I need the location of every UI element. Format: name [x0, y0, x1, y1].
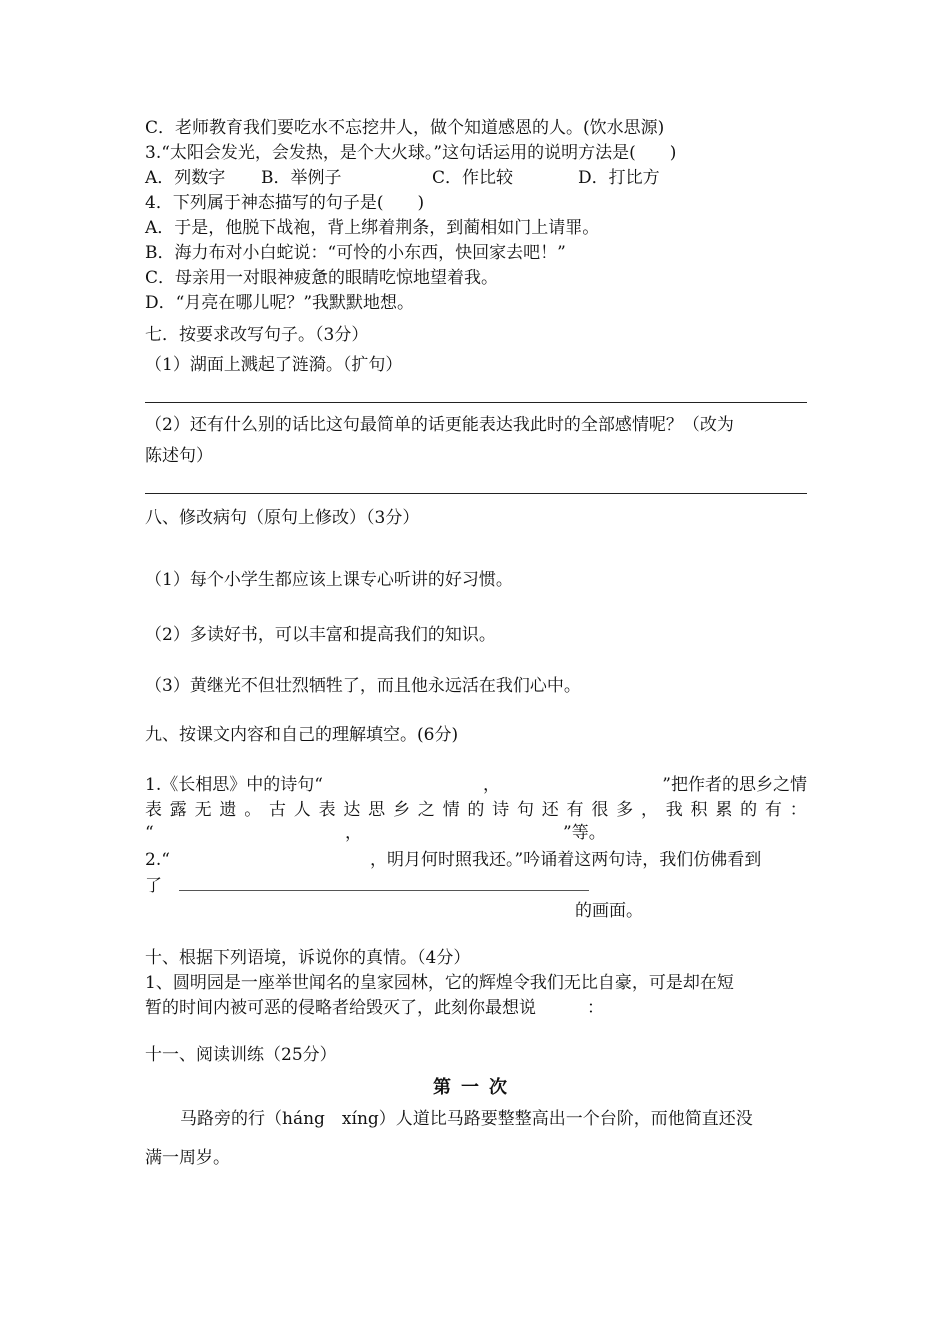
justified-char: 无 — [194, 800, 212, 820]
fill-blank-underline[interactable] — [179, 876, 589, 891]
justified-char: 露 — [169, 800, 187, 820]
answer-line-1[interactable] — [145, 402, 807, 403]
q3-option-c: C．作比较 — [432, 168, 514, 188]
justified-char: 的 — [740, 800, 758, 820]
justified-char: 我 — [665, 800, 683, 820]
section-7-heading: 七．按要求改写句子。（3分） — [145, 325, 369, 345]
justified-char: 之 — [417, 800, 435, 820]
justified-char: 多 — [616, 800, 634, 820]
section-9-line-2 — [145, 800, 807, 820]
line3-open-quote: “ — [145, 823, 154, 843]
section-9-line-4 — [145, 850, 807, 870]
q4-option-d: D．“月亮在哪儿呢？”我默默地想。 — [145, 293, 415, 313]
section-7-sentence-2-cont: 陈述句） — [145, 446, 213, 466]
question-3: 3.“太阳会发光，会发热，是个大火球。”这句话运用的说明方法是( ) — [145, 143, 677, 163]
justified-char: 遗 — [219, 800, 237, 820]
section-10-heading: 十、根据下列语境，诉说你的真情。（4分） — [145, 948, 471, 968]
q3-option-a: A．列数字 — [145, 168, 226, 188]
c-option-q2: C．老师教育我们要吃水不忘挖井人，做个知道感恩的人。(饮水思源) — [145, 118, 665, 138]
q4-option-c: C．母亲用一对眼神疲惫的眼睛吃惊地望着我。 — [145, 268, 499, 288]
justified-char: ： — [789, 800, 807, 820]
justified-char: 情 — [442, 800, 460, 820]
q3-option-b: B．举例子 — [261, 168, 342, 188]
line4-start: 2.“ — [145, 850, 170, 870]
section-8-sentence-3: （3）黄继光不但壮烈牺牲了，而且他永远活在我们心中。 — [145, 676, 581, 696]
justified-char: 很 — [591, 800, 609, 820]
section-9-line-3 — [145, 823, 807, 843]
answer-line-2[interactable] — [145, 493, 807, 494]
justified-char: 累 — [715, 800, 733, 820]
line3-comma: ， — [345, 823, 362, 843]
justified-char: 诗 — [492, 800, 510, 820]
section-10-line-2: 暂的时间内被可恶的侵略者给毁灭了，此刻你最想说 ： — [145, 998, 604, 1018]
justified-char: 表 — [318, 800, 336, 820]
section-10-line-1: 1、圆明园是一座举世闻名的皇家园林，它的辉煌令我们无比自豪，可是却在短 — [145, 973, 734, 993]
justified-char: 人 — [293, 800, 311, 820]
section-9-line-6: 的画面。 — [575, 901, 643, 921]
section-7-sentence-1: （1）湖面上溅起了涟漪。（扩句） — [145, 355, 403, 375]
justified-char: 的 — [467, 800, 485, 820]
section-9-line-1 — [145, 775, 807, 795]
line4-end: ，明月何时照我还。”吟诵着这两句诗，我们仿佛看到 — [370, 850, 762, 870]
justified-char: 表 — [145, 800, 162, 820]
q4-option-a: A．于是，他脱下战袍，背上绑着荆条，到蔺相如门上请罪。 — [145, 218, 600, 238]
line1-comma: ， — [483, 775, 500, 795]
justified-char: 古 — [268, 800, 286, 820]
section-9-heading: 九、按课文内容和自己的理解填空。(6分) — [145, 725, 459, 745]
justified-char: 有 — [764, 800, 782, 820]
justified-char: 达 — [343, 800, 361, 820]
q4-option-b: B．海力布对小白蛇说：“可怜的小东西，快回家去吧！” — [145, 243, 566, 263]
question-4: 4．下列属于神态描写的句子是( ) — [145, 193, 425, 213]
justified-char: ， — [640, 800, 658, 820]
reading-paragraph-2: 满一周岁。 — [145, 1148, 230, 1168]
justified-char: 还 — [541, 800, 559, 820]
justified-char: 句 — [516, 800, 534, 820]
q3-option-d: D．打比方 — [578, 168, 660, 188]
section-7-sentence-2: （2）还有什么别的话比这句最简单的话更能表达我此时的全部感情呢？（改为 — [145, 415, 734, 435]
justified-char: 。 — [244, 800, 262, 820]
line1-start: 1.《长相思》中的诗句“ — [145, 775, 323, 795]
reading-title: 第一次 — [433, 1077, 517, 1098]
section-8-heading: 八、修改病句（原句上修改）（3分） — [145, 508, 420, 528]
reading-paragraph-1: 马路旁的行（háng xíng）人道比马路要整整高出一个台阶，而他简直还没 — [180, 1109, 753, 1129]
section-8-sentence-1: （1）每个小学生都应该上课专心听讲的好习惯。 — [145, 570, 513, 590]
section-9-line-5 — [145, 876, 589, 896]
line3-end: ”等。 — [563, 823, 606, 843]
section-11-heading: 十一、阅读训练（25分） — [145, 1045, 337, 1065]
section-8-sentence-2: （2）多读好书，可以丰富和提高我们的知识。 — [145, 625, 496, 645]
line5-start: 了 — [145, 876, 162, 896]
justified-char: 有 — [566, 800, 584, 820]
justified-char: 积 — [690, 800, 708, 820]
line1-end: ”把作者的思乡之情 — [662, 775, 807, 795]
justified-char: 思 — [368, 800, 386, 820]
justified-char: 乡 — [392, 800, 410, 820]
